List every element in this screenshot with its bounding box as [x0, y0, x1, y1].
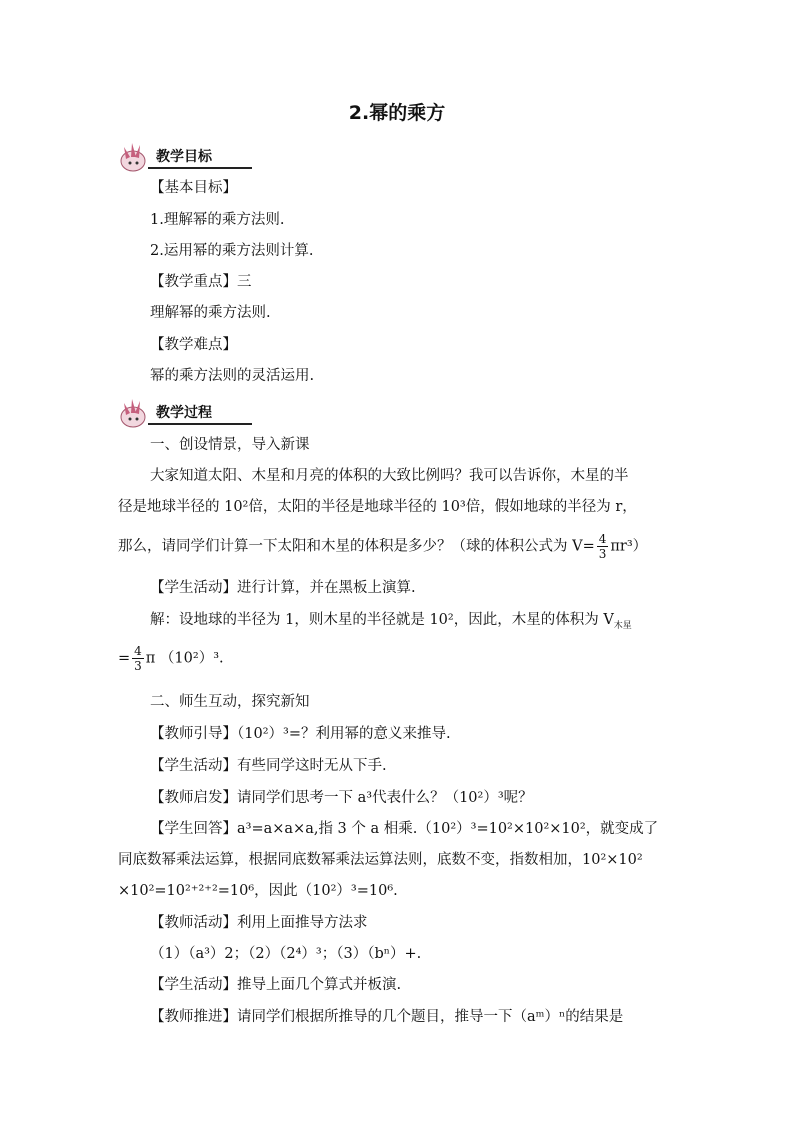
- text-line: （1）（a³）2；（2）（2⁴）³；（3）（bⁿ）+.: [150, 946, 422, 962]
- paragraph-line: 径是地球半径的 10²倍，太阳的半径是地球半径的 10³倍，假如地球的半径为 r，: [118, 499, 637, 515]
- section-heading-label: 教学目标: [148, 147, 252, 169]
- step-title: 二、师生互动，探究新知: [150, 694, 310, 710]
- paragraph-line-with-fraction: [118, 532, 672, 561]
- solution-text: =: [118, 650, 131, 667]
- section-heading-process: [118, 399, 244, 425]
- text-line: 理解幂的乘方法则.: [150, 305, 271, 321]
- text-line: 【教师启发】请同学们思考一下 a³代表什么？（10²）³呢？: [150, 790, 533, 806]
- text-line: 【学生活动】进行计算，并在黑板上演算.: [150, 580, 416, 596]
- fraction-denominator: 3: [598, 547, 607, 561]
- text-line: 【教学重点】三: [150, 274, 252, 290]
- text-line: 【教师活动】利用上面推导方法求: [150, 915, 368, 931]
- fraction: [132, 644, 144, 673]
- solution-line-fraction: [118, 644, 672, 673]
- text-line: 1.理解幂的乘方法则.: [150, 212, 285, 228]
- text-line: 【学生活动】有些同学这时无从下手.: [150, 758, 387, 774]
- paragraph-text: πr³）: [610, 538, 648, 555]
- paragraph-line: 大家知道太阳、木星和月亮的体积的大致比例吗？我可以告诉你，木星的半: [150, 468, 629, 484]
- text-line: 【教学难点】: [150, 337, 237, 353]
- fraction-numerator: 4: [134, 644, 142, 658]
- solution-text: π （10²）³.: [145, 650, 224, 667]
- text-line: 【教师引导】（10²）³=？利用幂的意义来推导.: [150, 726, 451, 742]
- fraction-denominator: 3: [134, 659, 142, 673]
- text-line: 2.运用幂的乘方法则计算.: [150, 243, 314, 259]
- text-line: 同底数幂乘法运算，根据同底数幂乘法运算法则，底数不变，指数相加，10²×10²: [118, 852, 643, 868]
- solution-text: 解：设地球的半径为 1，则木星的半径就是 10²，因此，木星的体积为 V: [150, 612, 614, 628]
- fraction: [597, 532, 609, 561]
- text-line: 【基本目标】: [150, 180, 237, 196]
- step-title: 一、创设情景，导入新课: [150, 437, 310, 453]
- paragraph-text: 那么，请同学们计算一下太阳和木星的体积是多少？（球的体积公式为 V=: [118, 538, 595, 555]
- subscript: 木星: [613, 620, 632, 631]
- text-line: 【教师推进】请同学们根据所推导的几个题目，推导一下（aᵐ）ⁿ的结果是: [150, 1009, 624, 1025]
- text-line: 【学生回答】a³=a×a×a,指 3 个 a 相乘.（10²）³=10²×10²×10²，就变成了: [150, 821, 659, 837]
- section-heading-label: 教学过程: [148, 403, 252, 425]
- text-line: 【学生活动】推导上面几个算式并板演.: [150, 977, 402, 993]
- text-line: 幂的乘方法则的灵活运用.: [150, 368, 315, 384]
- page-title: 2.幂的乘方: [348, 102, 446, 124]
- section-heading-goals: [118, 143, 244, 169]
- fraction-numerator: 4: [598, 532, 607, 546]
- solution-line: [150, 610, 672, 636]
- text-line: ×10²=10²⁺²⁺²=10⁶，因此（10²）³=10⁶.: [118, 883, 398, 899]
